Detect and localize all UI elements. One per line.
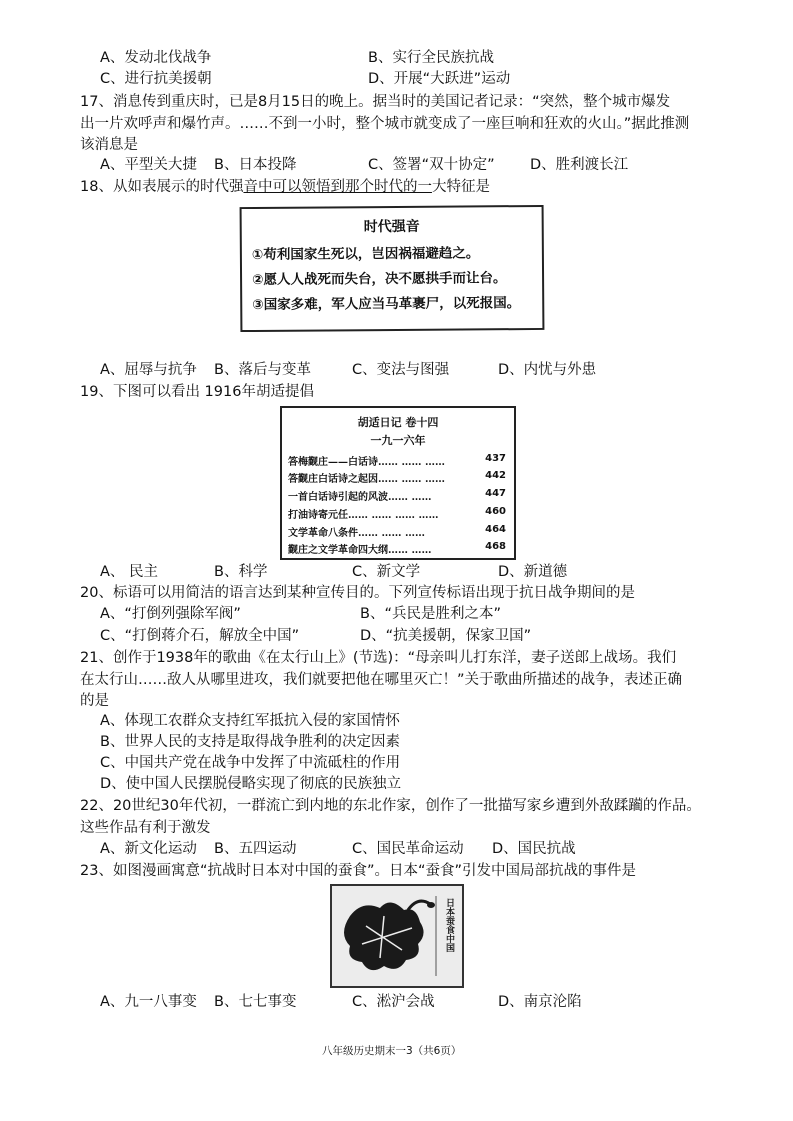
q18-stem-before: 18、从如表展示的时代强 — [80, 179, 244, 195]
q21-stem-line-2: 在太行山……敌人从哪里进攻，我们就要把他在哪里灭亡！”关于歌曲所描述的战争，表述正确 — [80, 672, 683, 688]
diary-row-1-page: 437 — [485, 453, 506, 464]
q20-stem: 20、标语可以用简洁的语言达到某种宣传目的。下列宣传标语出现于抗日战争期间的是 — [80, 585, 635, 601]
q22-option-d: D、国民抗战 — [492, 841, 576, 857]
q17-option-c: C、签署“双十协定” — [368, 157, 495, 173]
q23-option-d: D、南京沦陷 — [498, 994, 582, 1010]
q18-option-d: D、内忧与外患 — [498, 362, 597, 378]
q17-stem-line-1: 17、消息传到重庆时，已是8月15日的晚上。据当时的美国记者记录：“突然，整个城市爆发 — [80, 94, 671, 110]
q21-stem-line-1: 21、创作于1938年的歌曲《在太行山上》(节选)：“母亲叫儿打东洋，妻子送郎上战场。我们 — [80, 650, 677, 666]
q22-option-a: A、新文化运动 — [100, 841, 197, 857]
q18-stem-underlined: 音中可以领悟到那个时代的一 — [243, 179, 432, 195]
q16-option-b: B、实行全民族抗战 — [368, 50, 494, 66]
q19-stem: 19、下图可以看出 1916年胡适提倡 — [80, 384, 314, 400]
diary-row-4: 打油诗寄元任…… …… …… …… — [288, 510, 439, 521]
q19-option-a: A、 民主 — [100, 564, 159, 580]
diary-row-6: 觐庄之文学革命四大纲…… …… — [288, 545, 432, 556]
diary-row-2: 答觐庄白话诗之起因…… …… …… — [288, 474, 445, 485]
hu-shi-diary-image — [280, 406, 516, 560]
era-voice-line-3: ③国家多难，军人应当马革裹尸，以死报国。 — [252, 295, 521, 313]
era-voice-line-2: ②愿人人战死而失台，决不愿拱手而让台。 — [252, 270, 507, 288]
era-voice-title: 时代强音 — [363, 218, 420, 236]
q17-option-a: A、平型关大捷 — [100, 157, 197, 173]
q23-option-b: B、七七事变 — [214, 994, 297, 1010]
q18-option-b: B、落后与变革 — [214, 362, 311, 378]
q16-option-c: C、进行抗美援朝 — [100, 71, 212, 87]
q22-stem-line-2: 这些作品有利于激发 — [80, 820, 211, 836]
q20-option-d: D、“抗美援朝，保家卫国” — [360, 628, 532, 644]
diary-row-2-page: 442 — [485, 470, 506, 481]
q21-stem-line-3: 的是 — [80, 693, 109, 709]
diary-row-5-page: 464 — [485, 524, 506, 535]
q19-option-b: B、科学 — [214, 564, 268, 580]
q21-option-c: C、中国共产党在战争中发挥了中流砥柱的作用 — [100, 755, 401, 771]
diary-row-4-page: 460 — [485, 506, 506, 517]
q16-option-a: A、发动北伐战争 — [100, 50, 212, 66]
silkworm-cartoon-image — [330, 884, 464, 988]
q17-option-b: B、日本投降 — [214, 157, 297, 173]
cartoon-caption: 日本蚕食中国 — [444, 898, 454, 952]
page-footer: 八年级历史期末一3（共6页） — [322, 1045, 462, 1057]
q23-option-a: A、九一八事变 — [100, 994, 197, 1010]
q23-option-c: C、淞沪会战 — [352, 994, 435, 1010]
q16-option-d: D、开展“大跃进”运动 — [368, 71, 511, 87]
q18-option-c: C、变法与图强 — [352, 362, 450, 378]
diary-row-5: 文学革命八条件…… …… …… — [288, 528, 425, 539]
q21-option-a: A、体现工农群众支持红军抵抗入侵的家国情怀 — [100, 713, 400, 729]
diary-row-6-page: 468 — [485, 541, 506, 552]
q20-option-b: B、“兵民是胜利之本” — [360, 606, 501, 622]
diary-row-3: 一首白话诗引起的风波…… …… — [288, 492, 432, 503]
q19-option-d: D、新道德 — [498, 564, 568, 580]
q22-option-b: B、五四运动 — [214, 841, 297, 857]
q23-stem: 23、如图漫画寓意“抗战时日本对中国的蚕食”。日本“蚕食”引发中国局部抗战的事件是 — [80, 863, 636, 879]
q18-option-a: A、屈辱与抗争 — [100, 362, 197, 378]
diary-title: 胡适日记 卷十四 — [357, 416, 439, 429]
q22-stem-line-1: 22、20世纪30年代初，一群流亡到内地的东北作家，创作了一批描写家乡遭到外敌蹂躏的作品。 — [80, 798, 701, 814]
q18-stem — [80, 177, 490, 197]
era-voice-line-1: ①苟利国家生死以，岂因祸福避趋之。 — [251, 245, 480, 263]
q20-option-a: A、“打倒列强除军阀” — [100, 606, 241, 622]
q17-stem-line-3: 该消息是 — [80, 137, 138, 153]
q19-option-c: C、新文学 — [352, 564, 421, 580]
q21-option-b: B、世界人民的支持是取得战争胜利的决定因素 — [100, 734, 400, 750]
diary-year: 一九一六年 — [370, 434, 426, 447]
q21-option-d: D、使中国人民摆脱侵略实现了彻底的民族独立 — [100, 776, 402, 792]
diary-row-1: 答梅觐庄——白话诗…… …… …… — [288, 457, 445, 468]
q20-option-c: C、“打倒蒋介石，解放全中国” — [100, 628, 300, 644]
diary-row-3-page: 447 — [485, 488, 506, 499]
era-voice-box — [240, 205, 545, 332]
q17-option-d: D、胜利渡长江 — [530, 157, 629, 173]
q17-stem-line-2: 出一片欢呼声和爆竹声。……不到一小时，整个城市就变成了一座巨响和狂欢的火山。”据此推测 — [80, 116, 690, 132]
q18-stem-after: 大特征是 — [431, 179, 490, 195]
q22-option-c: C、国民革命运动 — [352, 841, 464, 857]
